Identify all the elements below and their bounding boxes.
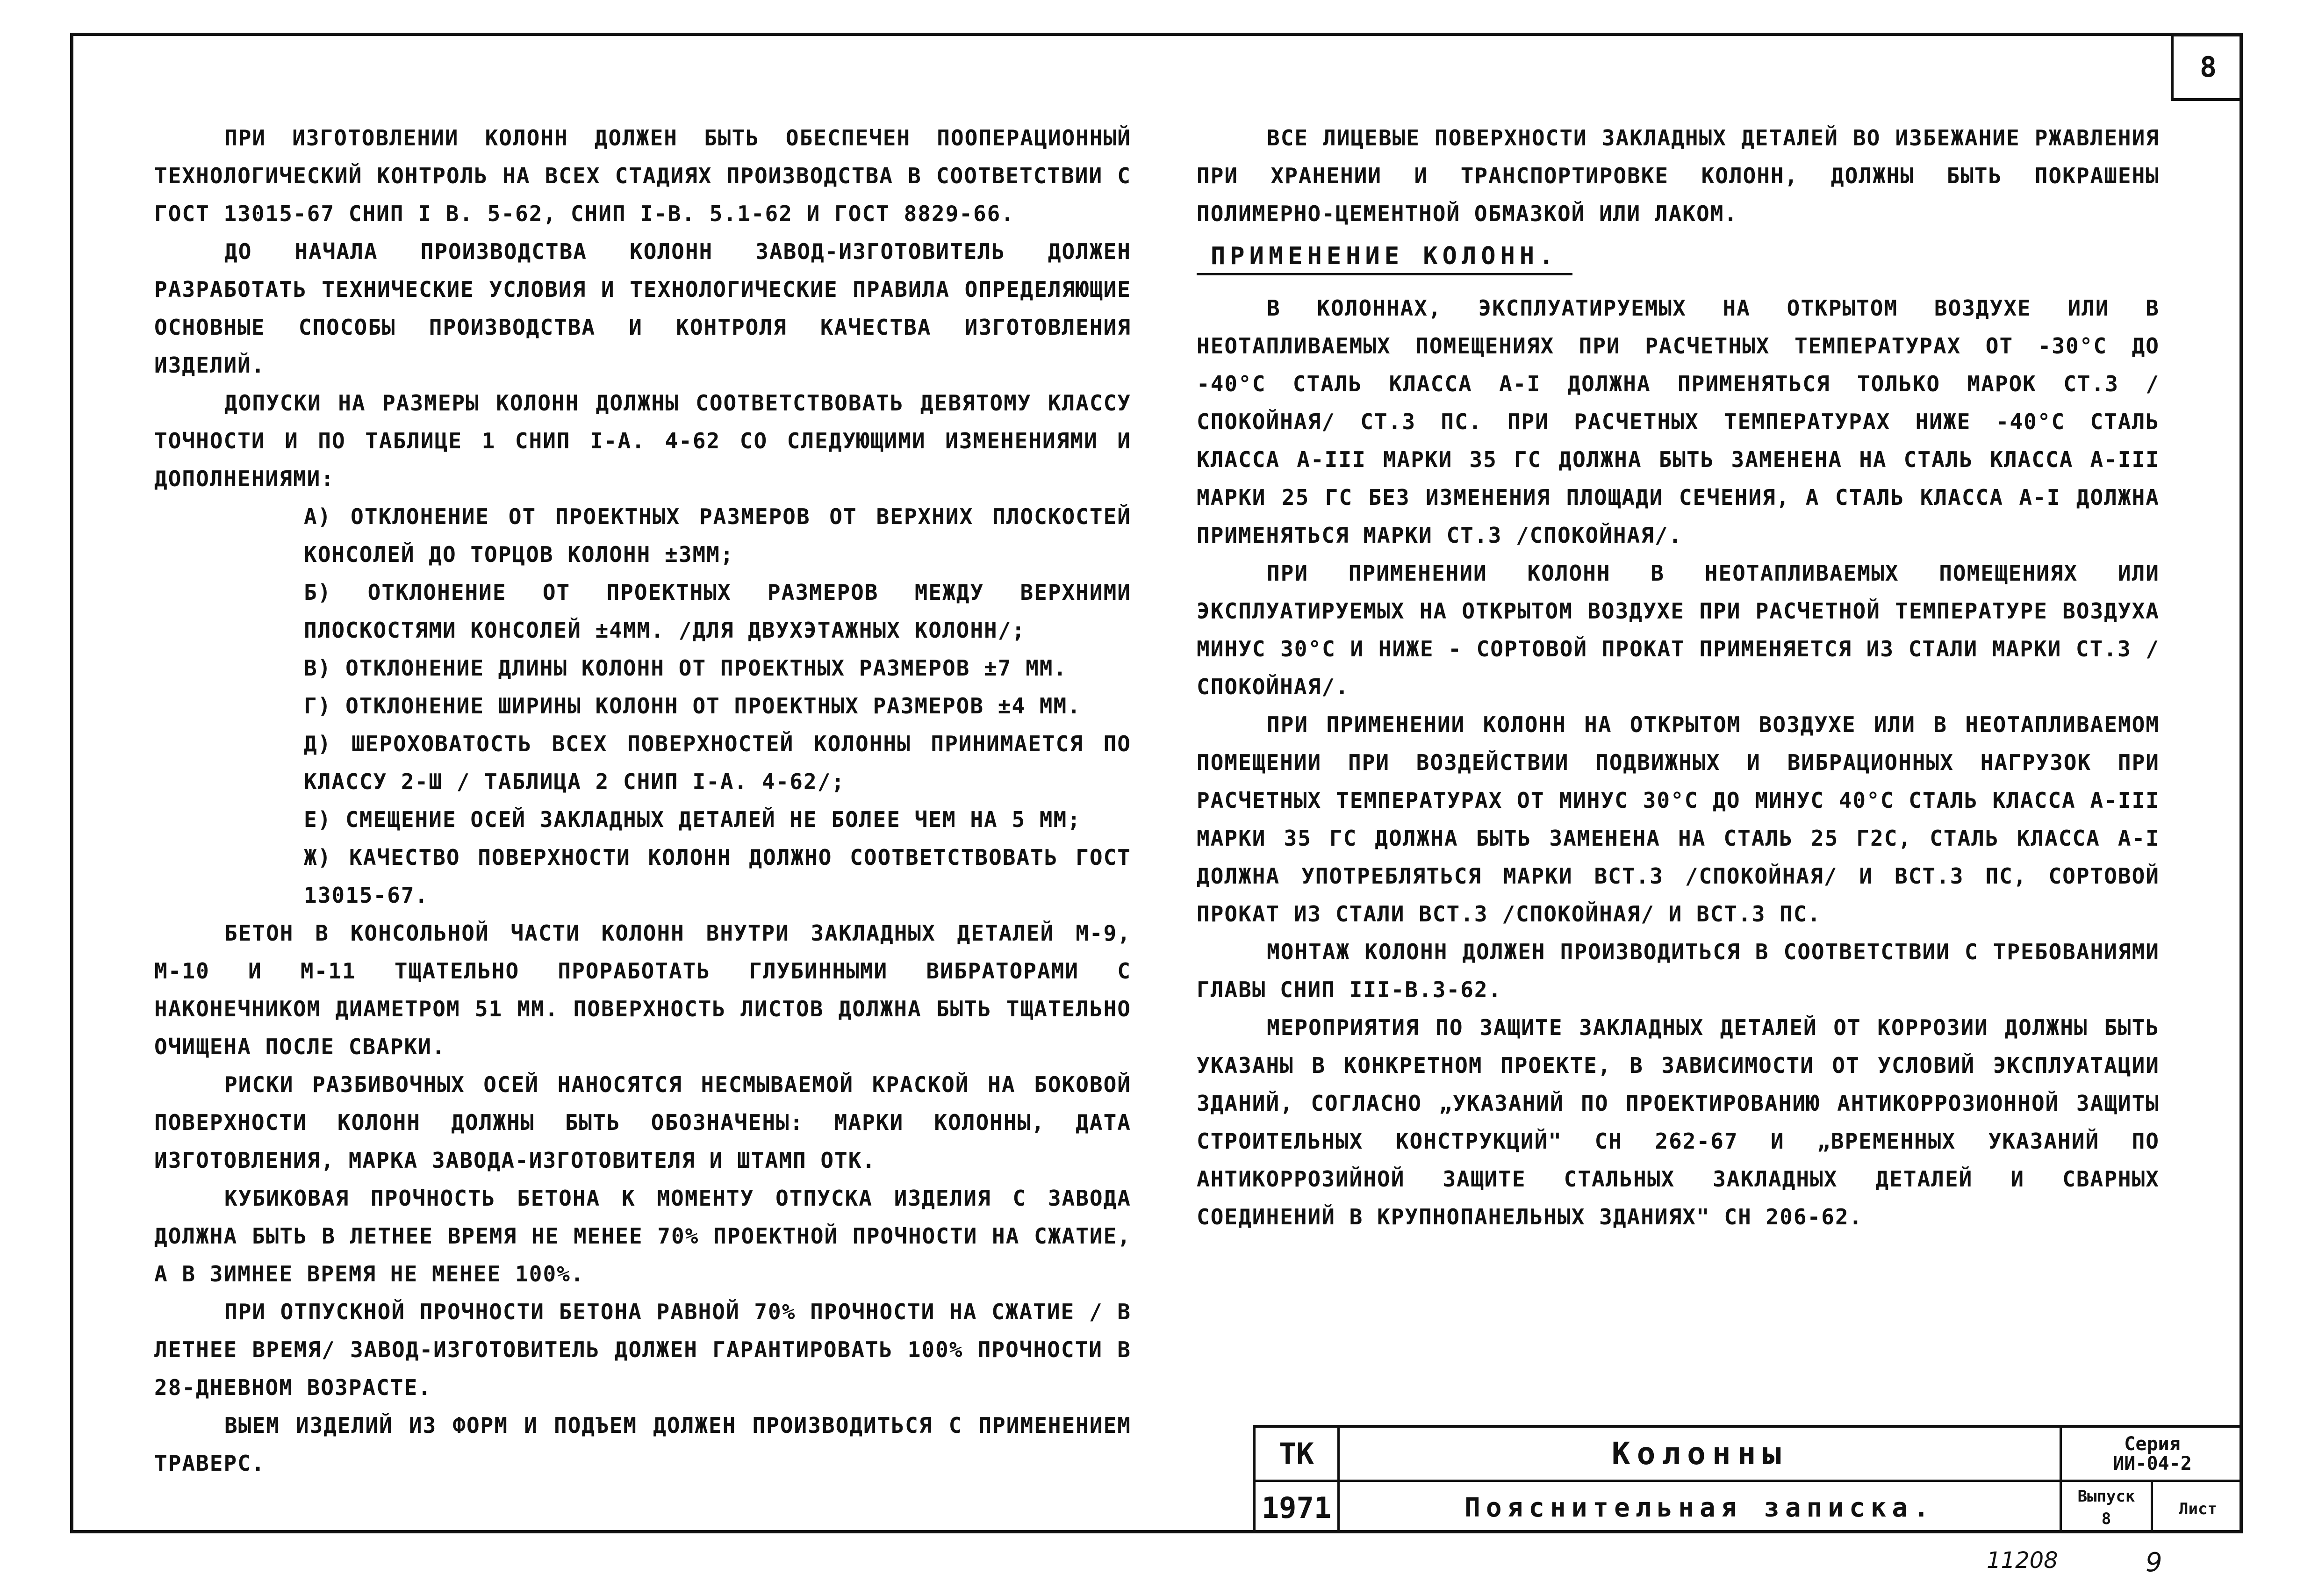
inventory-number: 11208: [1987, 1547, 2058, 1574]
paragraph: ВЫЕМ ИЗДЕЛИЙ ИЗ ФОРМ И ПОДЪЕМ ДОЛЖЕН ПРОИЗВОДИТЬСЯ С ПРИМЕНЕНИЕМ ТРАВЕРС.: [154, 1413, 1131, 1476]
title-block-title: Колонны: [1340, 1428, 2060, 1482]
title-block-year: 1971: [1256, 1482, 1340, 1533]
list-item: Ж) КАЧЕСТВО ПОВЕРХНОСТИ КОЛОНН ДОЛЖНО СООТВЕТСТВОВАТЬ ГОСТ 13015-67.: [304, 845, 1131, 908]
list-item: В) ОТКЛОНЕНИЕ ДЛИНЫ КОЛОНН ОТ ПРОЕКТНЫХ РАЗМЕРОВ ±7 ММ.: [304, 655, 1068, 681]
paragraph: МЕРОПРИЯТИЯ ПО ЗАЩИТЕ ЗАКЛАДНЫХ ДЕТАЛЕЙ ОТ КОРРОЗИИ ДОЛЖНЫ БЫТЬ УКАЗАНЫ В КОНКРЕТНОМ ПРОЕКТЕ, В ЗАВИСИМОСТИ ОТ УСЛОВИЙ ЭКСПЛУАТАЦИИ ЗДАНИЙ, СОГЛАСНО „УКАЗАНИЙ ПО ПРОЕКТИРОВАНИЮ АНТИКОРРОЗИОННОЙ ЗАЩИТЫ СТРОИТЕЛЬНЫХ КОНСТРУКЦИЙ" СН 262-67 И „ВРЕМЕННЫХ УКАЗАНИЙ ПО АНТИКОРРОЗИЙНОЙ ЗАЩИТЕ СТАЛЬНЫХ ЗАКЛАДНЫХ ДЕТАЛЕЙ И СВАРНЫХ СОЕДИНЕНИЙ В КРУПНОПАНЕЛЬНЫХ ЗДАНИЯХ" СН 206-62.: [1197, 1015, 2160, 1229]
list-item: Б) ОТКЛОНЕНИЕ ОТ ПРОЕКТНЫХ РАЗМЕРОВ МЕЖДУ ВЕРХНИМИ ПЛОСКОСТЯМИ КОНСОЛЕЙ ±4ММ. /ДЛЯ ДВУХЭТАЖНЫХ КОЛОНН/;: [304, 580, 1131, 643]
paragraph: ДОПУСКИ НА РАЗМЕРЫ КОЛОНН ДОЛЖНЫ СООТВЕТСТВОВАТЬ ДЕВЯТОМУ КЛАССУ ТОЧНОСТИ И ПО ТАБЛИЦЕ 1 СНИП I-А. 4-62 СО СЛЕДУЮЩИМИ ИЗМЕНЕНИЯМИ И ДОПОЛНЕНИЯМИ:: [154, 390, 1131, 491]
sheet-label: Лист: [2179, 1500, 2217, 1518]
list-item: Д) ШЕРОХОВАТОСТЬ ВСЕХ ПОВЕРХНОСТЕЙ КОЛОННЫ ПРИНИМАЕТСЯ ПО КЛАССУ 2-Ш / ТАБЛИЦА 2 СНИП I-А. 4-62/;: [304, 731, 1131, 794]
title-block-tk: ТК: [1256, 1428, 1340, 1482]
paragraph: БЕТОН В КОНСОЛЬНОЙ ЧАСТИ КОЛОНН ВНУТРИ ЗАКЛАДНЫХ ДЕТАЛЕЙ М-9, М-10 И М-11 ТЩАТЕЛЬНО ПРОРАБОТАТЬ ГЛУБИННЫМИ ВИБРАТОРАМИ С НАКОНЕЧНИКОМ ДИАМЕТРОМ 51 ММ. ПОВЕРХНОСТЬ ЛИСТОВ ДОЛЖНА БЫТЬ ТЩАТЕЛЬНО ОЧИЩЕНА ПОСЛЕ СВАРКИ.: [154, 920, 1131, 1059]
left-text-column: [154, 119, 1131, 1482]
issue-value: 8: [2101, 1510, 2111, 1528]
issue-label: Выпуск: [2077, 1487, 2135, 1506]
paragraph: ВСЕ ЛИЦЕВЫЕ ПОВЕРХНОСТИ ЗАКЛАДНЫХ ДЕТАЛЕЙ ВО ИЗБЕЖАНИЕ РЖАВЛЕНИЯ ПРИ ХРАНЕНИИ И ТРАНСПОРТИРОВКЕ КОЛОНН, ДОЛЖНЫ БЫТЬ ПОКРАШЕНЫ ПОЛИМЕРНО-ЦЕМЕНТНОЙ ОБМАЗКОЙ ИЛИ ЛАКОМ.: [1197, 125, 2160, 226]
paragraph: КУБИКОВАЯ ПРОЧНОСТЬ БЕТОНА К МОМЕНТУ ОТПУСКА ИЗДЕЛИЯ С ЗАВОДА ДОЛЖНА БЫТЬ В ЛЕТНЕЕ ВРЕМЯ НЕ МЕНЕЕ 70% ПРОЕКТНОЙ ПРОЧНОСТИ НА СЖАТИЕ, А В ЗИМНЕЕ ВРЕМЯ НЕ МЕНЕЕ 100%.: [154, 1186, 1131, 1287]
series-value: ИИ-04-2: [2113, 1452, 2192, 1474]
paragraph: ПРИ ПРИМЕНЕНИИ КОЛОНН В НЕОТАПЛИВАЕМЫХ ПОМЕЩЕНИЯХ ИЛИ ЭКСПЛУАТИРУЕМЫХ НА ОТКРЫТОМ ВОЗДУХЕ ПРИ РАСЧЕТНОЙ ТЕМПЕРАТУРЕ ВОЗДУХА МИНУС 30°С И НИЖЕ - СОРТОВОЙ ПРОКАТ ПРИМЕНЯЕТСЯ ИЗ СТАЛИ МАРКИ СТ.3 /СПОКОЙНАЯ/.: [1197, 561, 2160, 699]
title-block-issue: [2060, 1482, 2153, 1533]
series-label: Серия: [2124, 1433, 2181, 1455]
paragraph: В КОЛОННАХ, ЭКСПЛУАТИРУЕМЫХ НА ОТКРЫТОМ ВОЗДУХЕ ИЛИ В НЕОТАПЛИВАЕМЫХ ПОМЕЩЕНИЯХ ПРИ РАСЧЕТНЫХ ТЕМПЕРАТУРАХ ОТ -30°С ДО -40°С СТАЛЬ КЛАССА А-I ДОЛЖНА ПРИМЕНЯТЬСЯ ТОЛЬКО МАРОК СТ.3 /СПОКОЙНАЯ/ СТ.3 ПС. ПРИ РАСЧЕТНЫХ ТЕМПЕРАТУРАХ НИЖЕ -40°С СТАЛЬ КЛАССА А-III МАРКИ 35 ГС ДОЛЖНА БЫТЬ ЗАМЕНЕНА НА СТАЛЬ КЛАССА А-III МАРКИ 25 ГС БЕЗ ИЗМЕНЕНИЯ ПЛОЩАДИ СЕЧЕНИЯ, А СТАЛЬ КЛАССА А-I ДОЛЖНА ПРИМЕНЯТЬСЯ МАРКИ СТ.3 /СПОКОЙНАЯ/.: [1197, 295, 2160, 548]
paragraph: ПРИ ИЗГОТОВЛЕНИИ КОЛОНН ДОЛЖЕН БЫТЬ ОБЕСПЕЧЕН ПООПЕРАЦИОННЫЙ ТЕХНОЛОГИЧЕСКИЙ КОНТРОЛЬ НА ВСЕХ СТАДИЯХ ПРОИЗВОДСТВА В СООТВЕТСТВИИ С ГОСТ 13015-67 СНИП I В. 5-62, СНИП I-В. 5.1-62 И ГОСТ 8829-66.: [154, 125, 1131, 226]
paragraph: ДО НАЧАЛА ПРОИЗВОДСТВА КОЛОНН ЗАВОД-ИЗГОТОВИТЕЛЬ ДОЛЖЕН РАЗРАБОТАТЬ ТЕХНИЧЕСКИЕ УСЛОВИЯ И ТЕХНОЛОГИЧЕСКИЕ ПРАВИЛА ОПРЕДЕЛЯЮЩИЕ ОСНОВНЫЕ СПОСОБЫ ПРОИЗВОДСТВА И КОНТРОЛЯ КАЧЕСТВА ИЗГОТОВЛЕНИЯ ИЗДЕЛИЙ.: [154, 239, 1131, 378]
list-item: Г) ОТКЛОНЕНИЕ ШИРИНЫ КОЛОНН ОТ ПРОЕКТНЫХ РАЗМЕРОВ ±4 ММ.: [304, 693, 1081, 719]
section-heading-text: ПРИМЕНЕНИЕ КОЛОНН.: [1197, 242, 1572, 275]
list-item: Е) СМЕЩЕНИЕ ОСЕЙ ЗАКЛАДНЫХ ДЕТАЛЕЙ НЕ БОЛЕЕ ЧЕМ НА 5 ММ;: [304, 807, 1081, 832]
title-block-series: [2060, 1428, 2243, 1482]
paragraph: ПРИ ПРИМЕНЕНИИ КОЛОНН НА ОТКРЫТОМ ВОЗДУХЕ ИЛИ В НЕОТАПЛИВАЕМОМ ПОМЕЩЕНИИ ПРИ ВОЗДЕЙСТВИИ ПОДВИЖНЫХ И ВИБРАЦИОННЫХ НАГРУЗОК ПРИ РАСЧЕТНЫХ ТЕМПЕРАТУРАХ ОТ МИНУС 30°С ДО МИНУС 40°С СТАЛЬ КЛАССА А-III МАРКИ 35 ГС ДОЛЖНА БЫТЬ ЗАМЕНЕНА НА СТАЛЬ 25 Г2С, СТАЛЬ КЛАССА А-I ДОЛЖНА УПОТРЕБЛЯТЬСЯ МАРКИ ВСТ.3 /СПОКОЙНАЯ/ И ВСТ.3 ПС, СОРТОВОЙ ПРОКАТ ИЗ СТАЛИ ВСТ.3 /СПОКОЙНАЯ/ И ВСТ.3 ПС.: [1197, 712, 2160, 927]
sheet-number: 8: [2199, 51, 2217, 84]
list-item: А) ОТКЛОНЕНИЕ ОТ ПРОЕКТНЫХ РАЗМЕРОВ ОТ ВЕРХНИХ ПЛОСКОСТЕЙ КОНСОЛЕЙ ДО ТОРЦОВ КОЛОНН ±3ММ;: [304, 504, 1131, 567]
sheet-number-box: [2171, 34, 2243, 101]
paragraph: ПРИ ОТПУСКНОЙ ПРОЧНОСТИ БЕТОНА РАВНОЙ 70% ПРОЧНОСТИ НА СЖАТИЕ / В ЛЕТНЕЕ ВРЕМЯ/ ЗАВОД-ИЗГОТОВИТЕЛЬ ДОЛЖЕН ГАРАНТИРОВАТЬ 100% ПРОЧНОСТИ В 28-ДНЕВНОМ ВОЗРАСТЕ.: [154, 1299, 1131, 1400]
title-block-subtitle: Пояснительная записка.: [1464, 1492, 1935, 1523]
paragraph: РИСКИ РАЗБИВОЧНЫХ ОСЕЙ НАНОСЯТСЯ НЕСМЫВАЕМОЙ КРАСКОЙ НА БОКОВОЙ ПОВЕРХНОСТИ КОЛОНН ДОЛЖНЫ БЫТЬ ОБОЗНАЧЕНЫ: МАРКИ КОЛОННЫ, ДАТА ИЗГОТОВЛЕНИЯ, МАРКА ЗАВОДА-ИЗГОТОВИТЕЛЯ И ШТАМП ОТК.: [154, 1072, 1131, 1173]
page-number: 9: [2146, 1547, 2162, 1578]
section-heading: [1197, 237, 2160, 275]
paragraph: МОНТАЖ КОЛОНН ДОЛЖЕН ПРОИЗВОДИТЬСЯ В СООТВЕТСТВИИ С ТРЕБОВАНИЯМИ ГЛАВЫ СНИП III-В.3-62.: [1197, 939, 2160, 1002]
title-block-sheet: [2153, 1482, 2243, 1533]
right-text-column: [1197, 119, 2160, 1236]
title-block: [1253, 1425, 2243, 1533]
